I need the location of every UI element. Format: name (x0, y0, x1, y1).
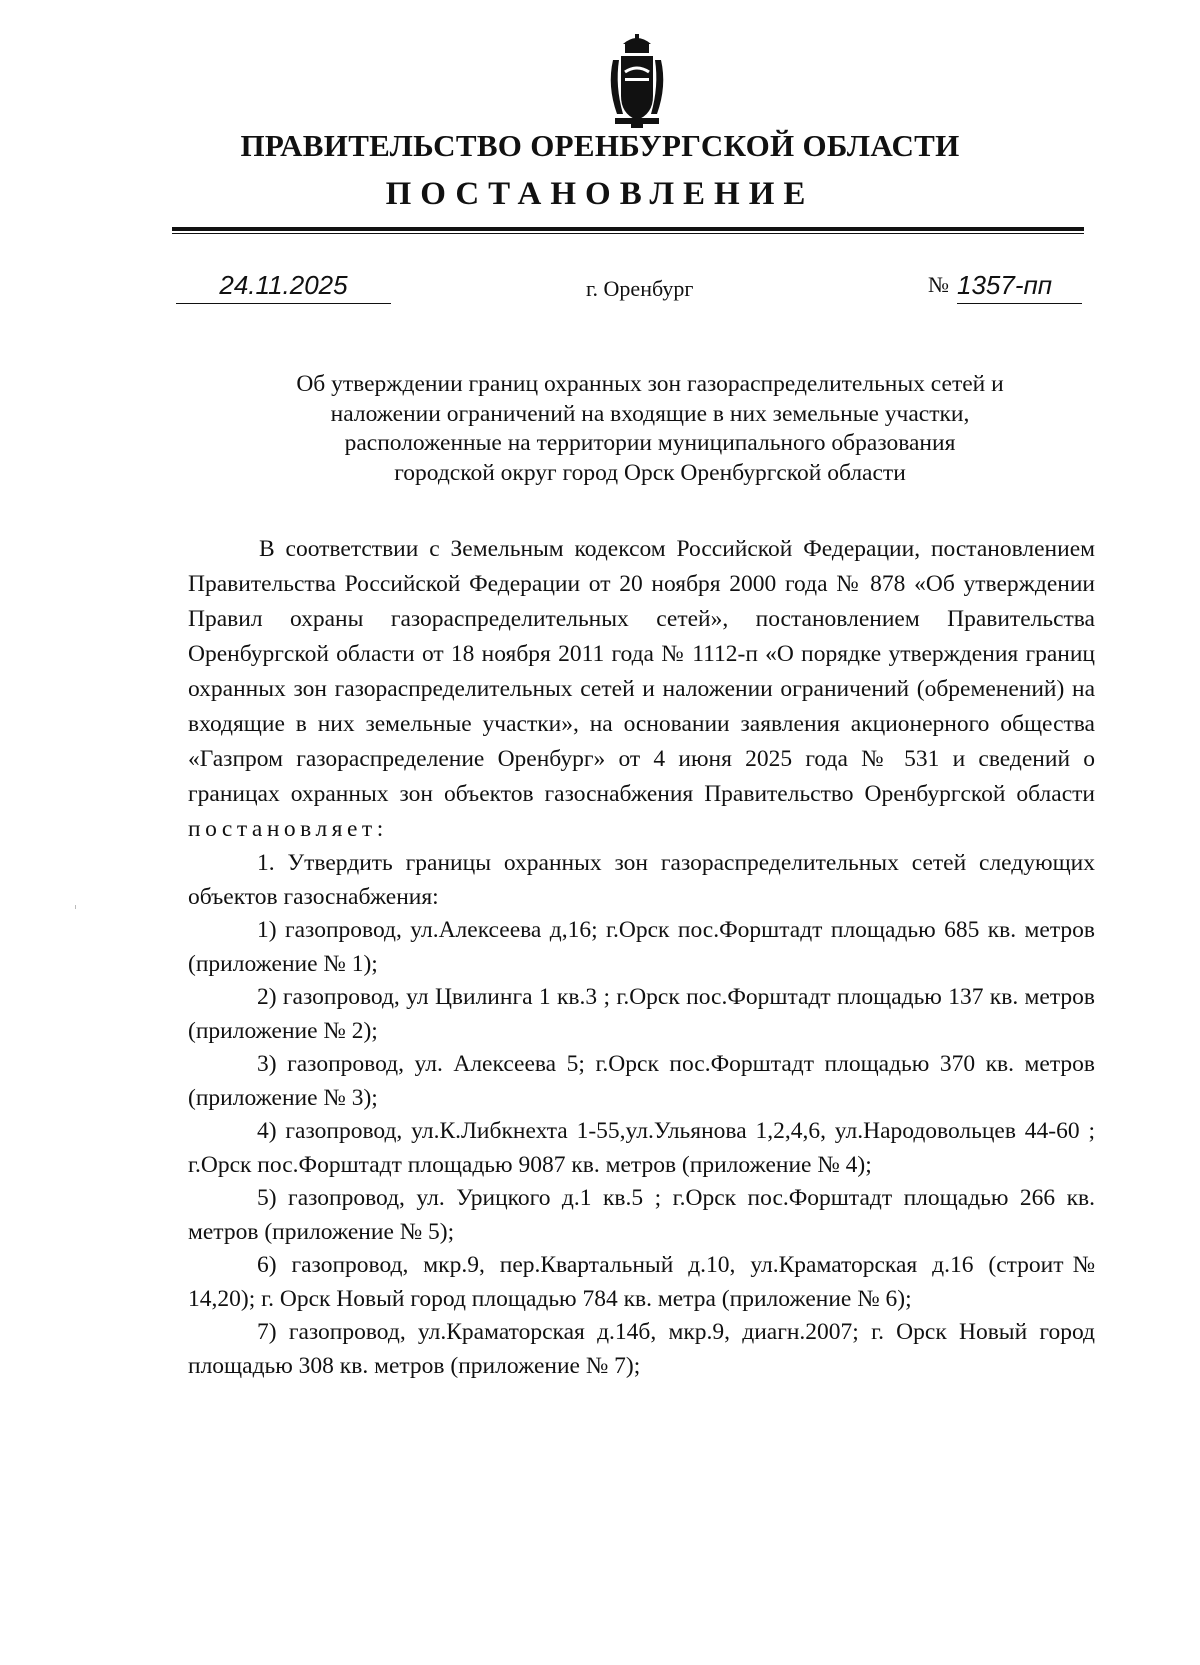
list-item: 1) газопровод, ул.Алексеева д,16; г.Орск пос.Форштадт площадью 685 кв. метров (приложение № 1); (188, 917, 1095, 977)
preamble-text: В соответствии с Земельным кодексом Российской Федерации, постановлением Правительства Российской Федерации от 20 ноября 2000 года № 878 «Об утверждении Правил охраны газораспределительных сетей», постановлением Правительства Оренбургской области от 18 ноября 2011 года № 1112-п «О порядке утверждения границ охранных зон газораспределительных сетей и наложении ограничений (обременений) на входящие в них земельные участки», на основании заявления акционерного общества «Газпром газораспределение Оренбург» от 4 июня 2025 года № 531 и сведений о границах охранных зон объектов газоснабжения Правительство Оренбургской области (188, 536, 1095, 807)
document-body (188, 532, 1095, 1383)
preamble-spaced-word: постановляет (188, 816, 377, 842)
list-item: 4) газопровод, ул.К.Либкнехта 1-55,ул.Ульянова 1,2,4,6, ул.Народовольцев 44-60 ; г.Орск пос.Форштадт площадью 9087 кв. метров (приложение № 4); (188, 1118, 1095, 1178)
coat-of-arms-icon (605, 34, 669, 128)
items-list (188, 847, 1095, 1383)
header-rule-thin (172, 233, 1084, 234)
document-number (928, 270, 1082, 304)
document-type-title: ПОСТАНОВЛЕНИЕ (385, 176, 815, 212)
subject-line: Об утверждении границ охранных зон газораспределительных сетей и (296, 371, 1004, 397)
document-number-value: 1357-пп (957, 270, 1082, 304)
list-item: 1. Утвердить границы охранных зон газораспределительных сетей следующих объектов газоснабжения: (188, 850, 1095, 910)
subject-line: наложении ограничений на входящие в них земельные участки, (330, 400, 970, 427)
document-subject (180, 370, 1120, 488)
document-city: г. Оренбург (586, 276, 694, 301)
list-item: 3) газопровод, ул. Алексеева 5; г.Орск пос.Форштадт площадью 370 кв. метров (приложение № 3); (188, 1051, 1095, 1111)
subject-line: городской округ город Орск Оренбургской области (394, 459, 906, 486)
subject-line: расположенные на территории муниципального образования (344, 430, 956, 456)
number-sign: № (928, 272, 949, 297)
document-date: 24.11.2025 (176, 270, 391, 304)
preamble-paragraph (188, 532, 1095, 847)
scan-margin-mark (75, 905, 76, 909)
header-rule-thick (172, 227, 1084, 231)
preamble-suffix: : (376, 816, 384, 842)
list-item: 2) газопровод, ул Цвилинга 1 кв.3 ; г.Орск пос.Форштадт площадью 137 кв. метров (приложение № 2); (188, 984, 1095, 1044)
list-item: 6) газопровод, мкр.9, пер.Квартальный д.10, ул.Краматорская д.16 (строит№ 14,20); г. Орск Новый город площадью 784 кв. метра (приложение № 6); (188, 1252, 1095, 1312)
government-title: ПРАВИТЕЛЬСТВО ОРЕНБУРГСКОЙ ОБЛАСТИ (240, 128, 960, 163)
list-item: 5) газопровод, ул. Урицкого д.1 кв.5 ; г.Орск пос.Форштадт площадью 266 кв. метров (приложение № 5); (188, 1185, 1095, 1245)
list-item: 7) газопровод, ул.Краматорская д.14б, мкр.9, диагн.2007; г. Орск Новый город площадью 308 кв. метров (приложение № 7); (188, 1319, 1095, 1379)
document-meta-row (176, 270, 1086, 310)
